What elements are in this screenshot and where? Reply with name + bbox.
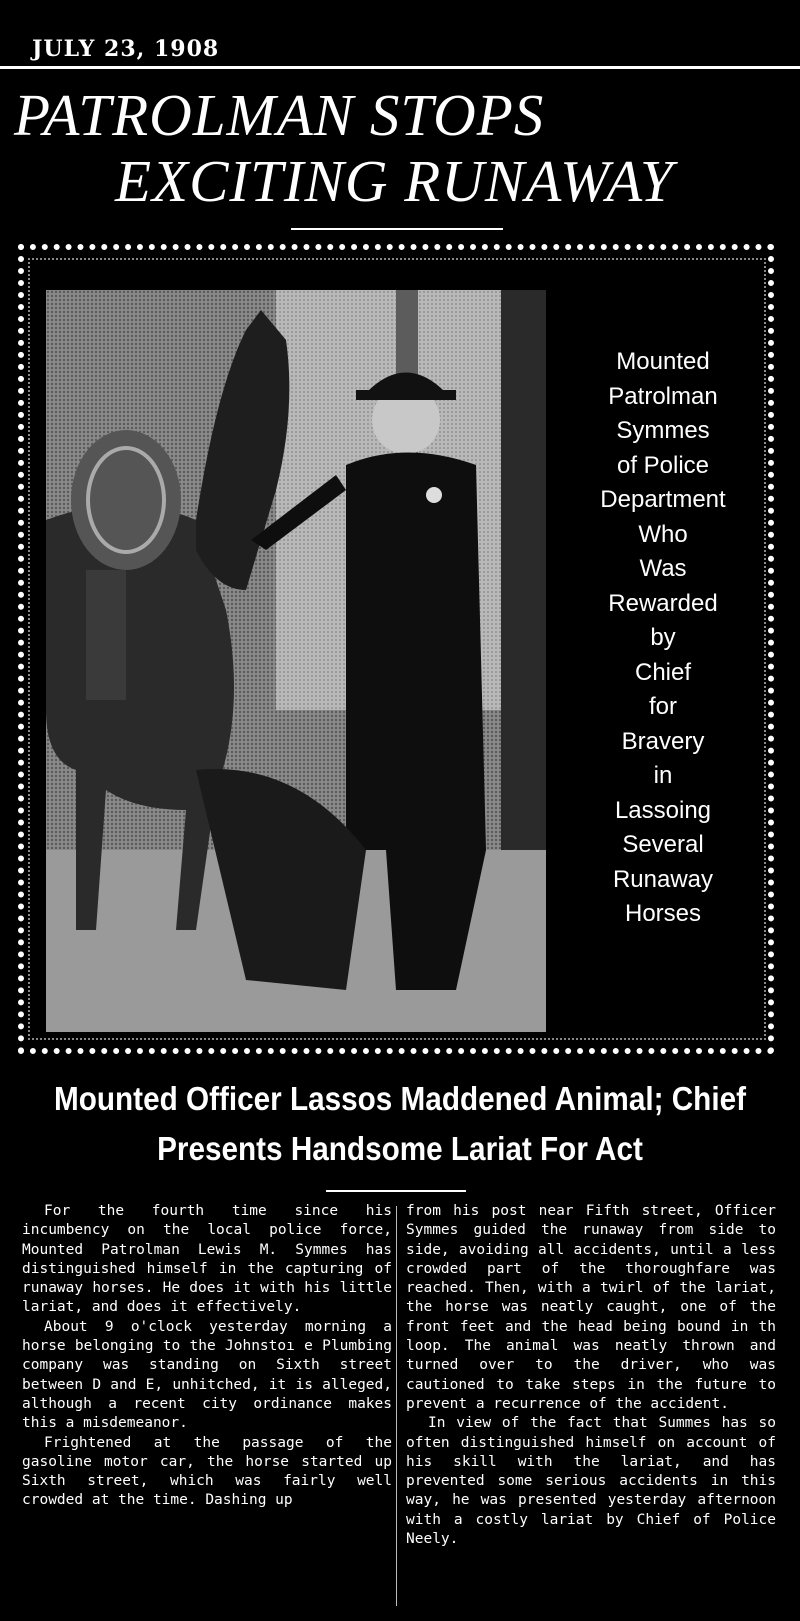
article-paragraph: from his post near Fifth street, Officer Symmes guided the runaway from side to side, avoiding all accidents, until a less crowded part of the thoroughfare was reached. Then, with a twirl of the lariat, the horse was neatly caught, one of the front feet and the head being bound in th loop. The animal was neatly thrown and turned over to the driver, who was cautioned to take steps in the future to prevent a recurrence of the accident. <box>406 1203 776 1412</box>
caption-line: Rewarded <box>608 589 718 617</box>
top-rule <box>0 66 800 69</box>
caption-line: Runaway <box>612 865 714 893</box>
caption-line: Several <box>622 831 704 858</box>
photo-patrolman-with-horse <box>46 290 546 1032</box>
headline-line-2: EXCITING RUNAWAY <box>115 148 674 214</box>
caption-line: in <box>653 762 673 789</box>
dateline: JULY 23, 1908 <box>32 36 220 62</box>
photo-caption <box>568 345 758 932</box>
caption-line: Was <box>639 555 687 582</box>
caption-line: Lassoing <box>614 796 712 824</box>
article-paragraph: Frightened at the passage of the gasoline motor car, the horse started up Sixth street, which was fairly well crowded at the time. Dashing up <box>22 1434 392 1509</box>
headline-rule <box>291 228 503 230</box>
caption-line: Department <box>600 486 726 513</box>
caption-line: by <box>650 624 676 651</box>
caption-line: Bravery <box>621 727 705 755</box>
caption-line: Horses <box>624 900 702 927</box>
article-column-right <box>406 1202 776 1549</box>
article-paragraph: For the fourth time since his incumbency on the local police force, Mounted Patrolman Lewis M. Symmes has distinguished himself in the capturing of runaway horses. He does it with his little lariat, and does it effectively. <box>22 1203 392 1316</box>
caption-line: Who <box>638 520 688 548</box>
article-paragraph: In view of the fact that Summes has so often distinguished himself on account of his skill with the lariat, and has prevented some serious accidents in this way, he was presented yesterday afternoon with a costly lariat by Chief of Police Neely. <box>406 1415 776 1548</box>
subheadline-line-2: Presents Handsome Lariat For Act <box>157 1130 643 1167</box>
article-column-left <box>22 1202 392 1511</box>
caption-line: Patrolman <box>608 382 718 410</box>
caption-line: Mounted <box>616 348 710 375</box>
subhead-rule <box>326 1190 466 1192</box>
caption-line: of Police <box>616 451 710 479</box>
subheadline-line-1: Mounted Officer Lassos Maddened Animal; Chief <box>54 1080 746 1117</box>
caption-line: for <box>648 693 677 720</box>
caption-line: Symmes <box>616 417 710 444</box>
halftone-photo <box>46 290 546 1032</box>
article-paragraph: About 9 o'clock yesterday morning a horse belonging to the Johnstoı e Plumbing company was standing on Sixth street between D and E, unhitched, it is alleged, although a recent city ordinance makes this a misdemeanor. <box>22 1318 392 1432</box>
column-divider <box>396 1206 397 1606</box>
caption-line: Chief <box>634 658 692 686</box>
headline-line-1: PATROLMAN STOPS <box>14 82 545 148</box>
